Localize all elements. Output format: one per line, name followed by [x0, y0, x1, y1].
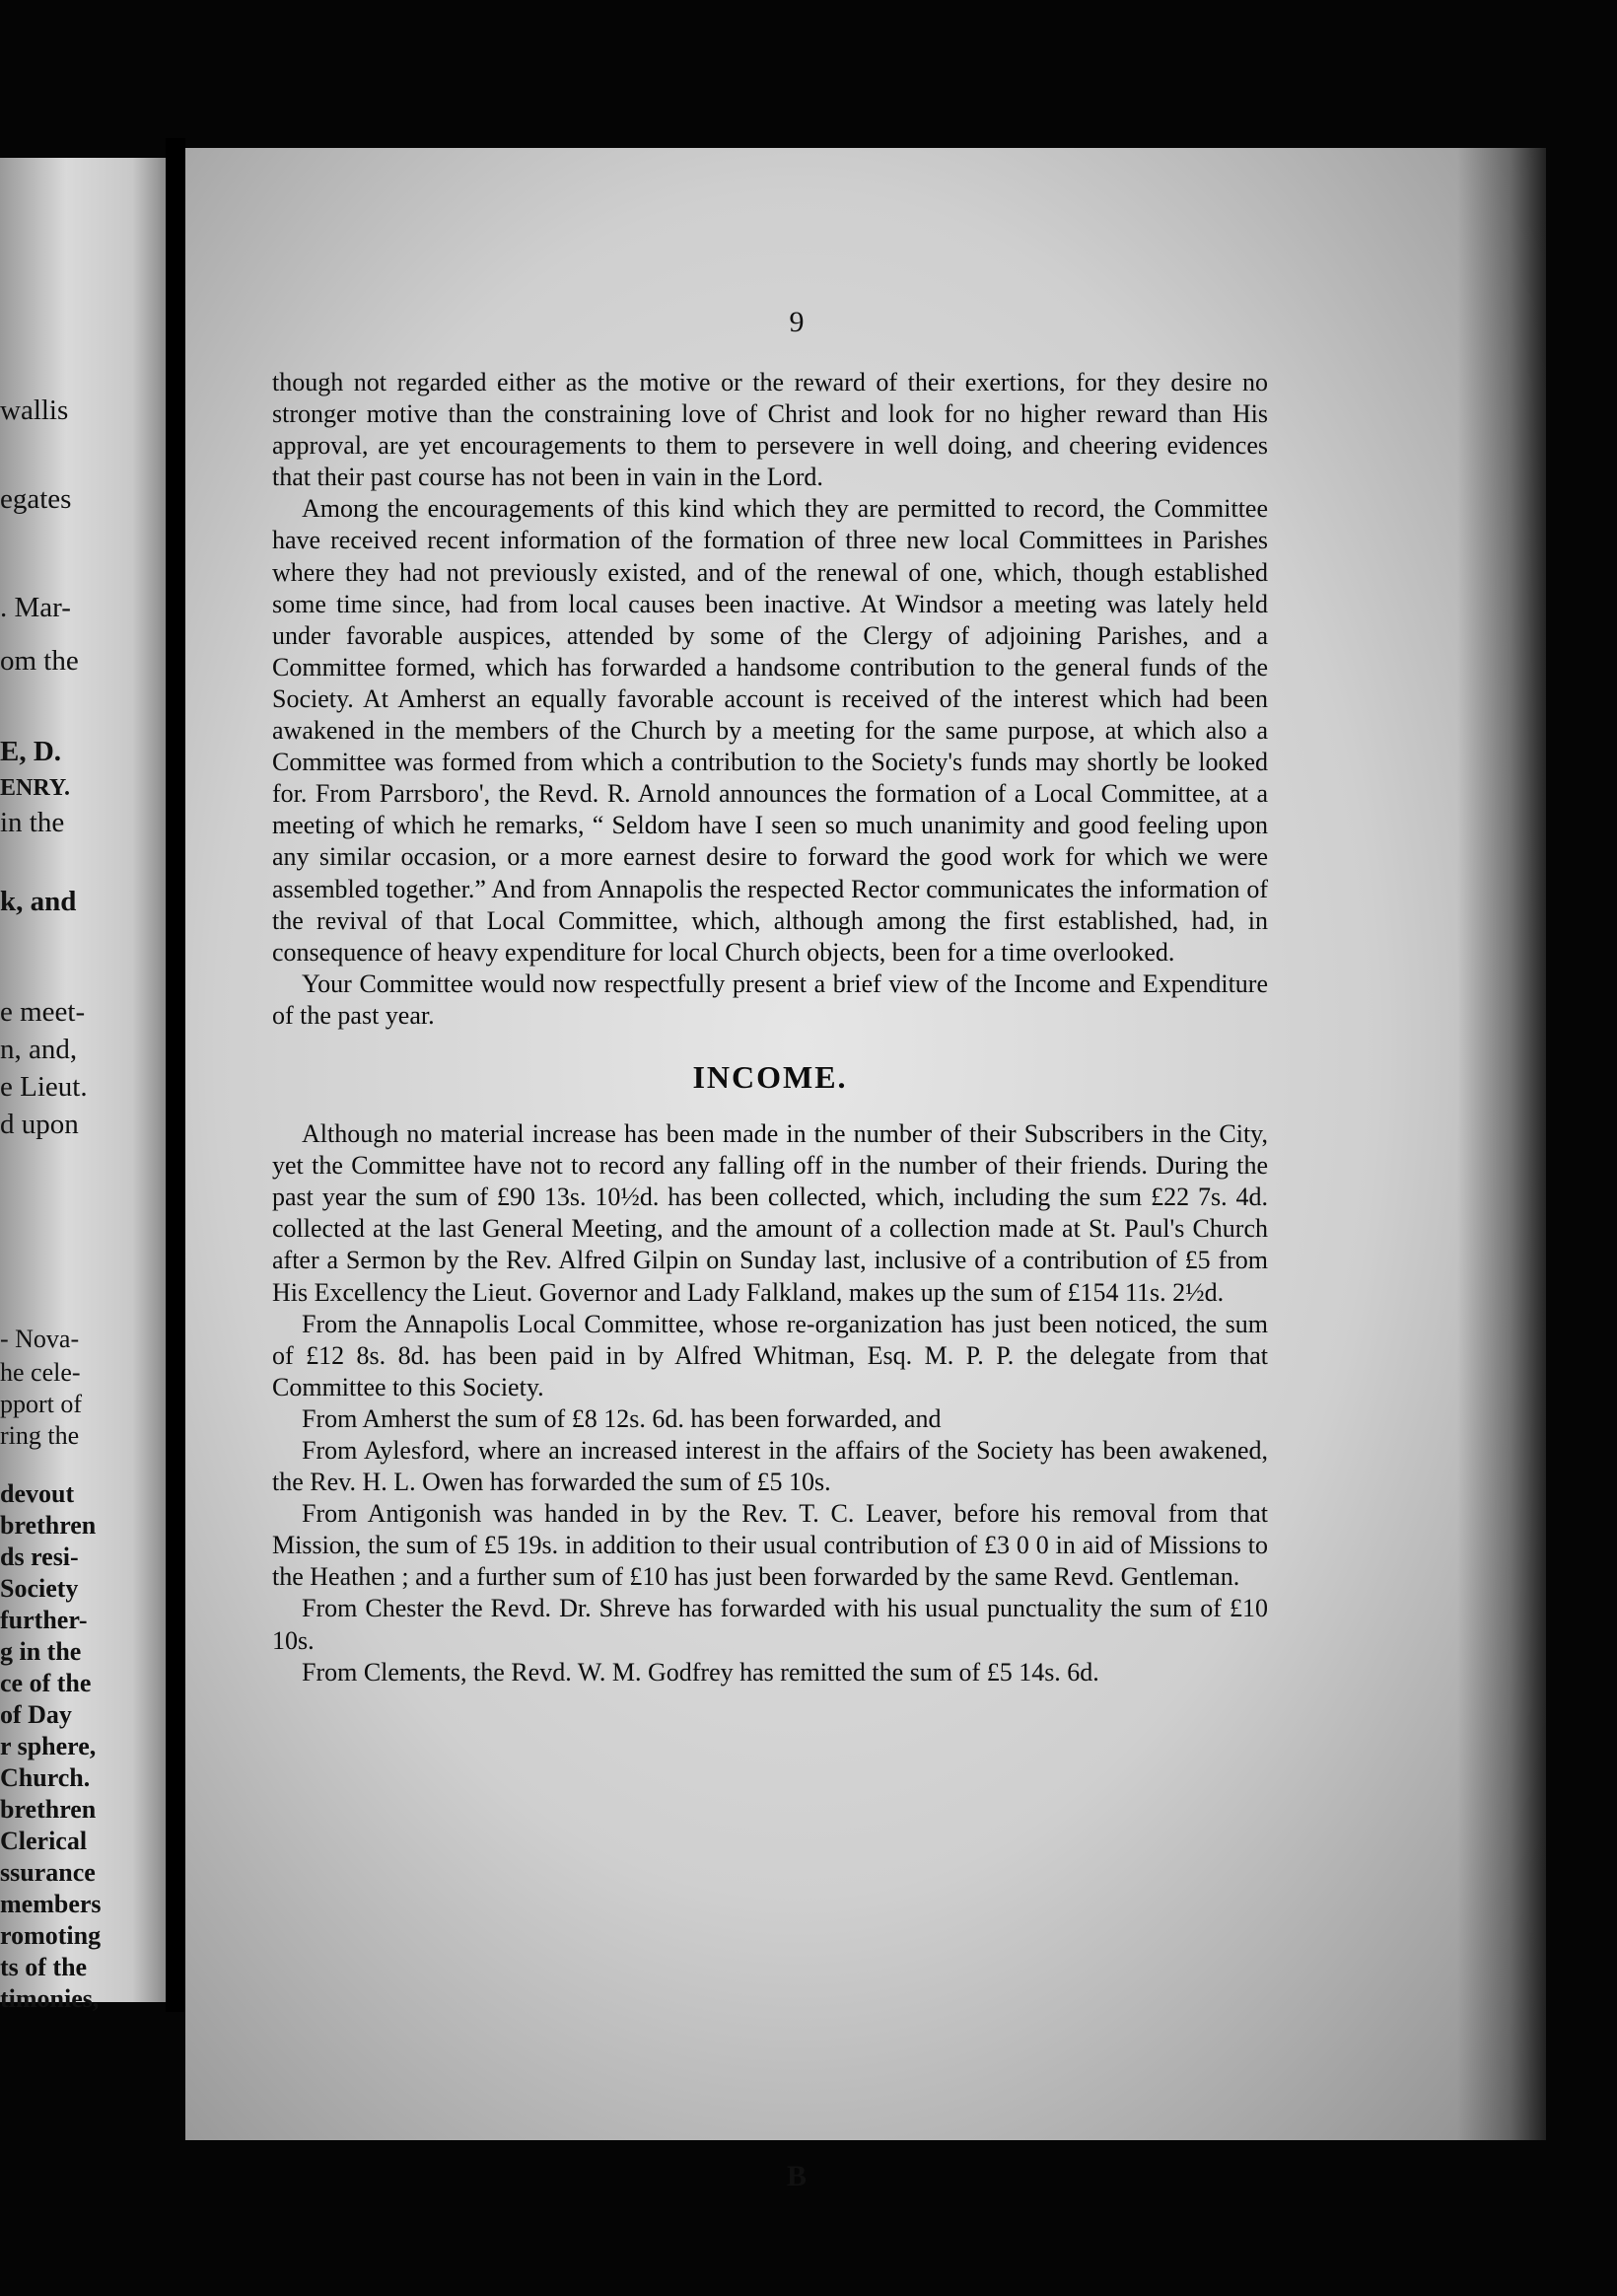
left-page-line: romoting: [0, 1921, 102, 1950]
left-page-line: egates: [0, 483, 72, 515]
left-page-line: of Day: [0, 1700, 72, 1729]
left-page-line: om the: [0, 645, 79, 677]
left-page-line: wallis: [0, 395, 69, 426]
left-page-line: - Nova-: [0, 1325, 80, 1353]
left-page-line: ds resi-: [0, 1543, 79, 1571]
left-page-line: ENRY.: [0, 775, 70, 801]
paragraph: From the Annapolis Local Committee, whose re-organization has just been noticed, the sum of £12 8s. 8d. has been paid in by Alfred Whitman, Esq. M. P. P. the delegate from that Committee to this Society.: [272, 1309, 1268, 1401]
left-page-line: e meet-: [0, 996, 86, 1028]
left-page-line: ts of the: [0, 1953, 88, 1981]
paragraph: From Aylesford, where an increased interest in the affairs of the Society has been awakened, the Rev. H. L. Owen has forwarded the sum of £5 10s.: [272, 1436, 1268, 1497]
paragraph: though not regarded either as the motive or the reward of their exertions, for they desire no stronger motive than the constraining love of Christ and look for no higher reward than His approval, are yet encouragements to them to persevere in well doing, and cheering evidences that their past course has not been in vain in the Lord.: [272, 368, 1268, 492]
left-page-line: pport of: [0, 1390, 83, 1418]
paragraph: From Amherst the sum of £8 12s. 6d. has been forwarded, and: [302, 1403, 942, 1433]
paragraph: Although no material increase has been made in the number of their Subscribers in the City, yet the Committee have not to record any falling off in the number of their friends. During the past year the sum of £90 13s. 10½d. has been collected, which, including the sum £22 7s. 4d. collected at the last General Meeting, and the amount of a collection made at St. Paul's Church after a Sermon by the Rev. Alfred Gilpin on Sunday last, inclusive of a contribution of £5 from His Excellency the Lieut. Governor and Lady Falkland, makes up the sum of £154 11s. 2½d.: [272, 1119, 1268, 1307]
page-edge-shadow: [1457, 148, 1546, 2140]
left-page-line: timonies,: [0, 1984, 100, 2013]
left-page-line: further-: [0, 1606, 88, 1634]
right-page: [185, 148, 1546, 2192]
left-page-line: ring the: [0, 1421, 80, 1450]
left-page-line: k, and: [0, 886, 77, 917]
body-text: [272, 367, 1268, 1688]
paragraph: Among the encouragements of this kind which they are permitted to record, the Committee have received recent information of the formation of three new local Committees in Parishes where they had not previously existed, and of the renewal of one, which, though established some time since, had from local causes been inactive. At Windsor a meeting was lately held under favorable auspices, attended by some of the Clergy of adjoining Parishes, and a Committee formed, which has forwarded a handsome contribution to the general funds of the Society. At Amherst an equally favorable account is received of the interest which had been awakened in the members of the Church by a meeting for the same purpose, at which also a Committee was formed from which a contribution to the Society's funds may shortly be looked for. From Parrsboro', the Revd. R. Arnold announces the formation of a Local Committee, at a meeting of which he remarks, “ Seldom have I seen so much unanimity and good feeling upon any similar occasion, or a more earnest desire to forward the good work for which we were assembled together.” And from Annapolis the respected Rector communicates the information of the revival of that Local Committee, which, although among the first established, had, in consequence of heavy expenditure for local Church objects, been for a time overlooked.: [272, 494, 1268, 967]
left-page-line: he cele-: [0, 1358, 81, 1387]
paragraph: Your Committee would now respectfully present a brief view of the Income and Expenditure of the past year.: [272, 969, 1268, 1030]
left-page-line: n, and,: [0, 1034, 78, 1065]
signature-mark: B: [786, 2160, 807, 2192]
left-page-line: Society: [0, 1574, 79, 1603]
paragraph: From Antigonish was handed in by the Rev. T. C. Leaver, before his removal from that Mission, the sum of £5 19s. in addition to their usual contribution of £3 0 0 in aid of Missions to the Heathen ; and a further sum of £10 has just been forwarded by the same Revd. Gentleman.: [272, 1499, 1268, 1592]
left-page-line: g in the: [0, 1637, 82, 1666]
paragraph: From Chester the Revd. Dr. Shreve has forwarded with his usual punctuality the sum of £10 10s.: [272, 1594, 1268, 1655]
left-page-line: . Mar-: [0, 592, 71, 623]
left-page-line: in the: [0, 807, 65, 838]
left-page-line: brethren: [0, 1795, 97, 1824]
left-page-line: Clerical: [0, 1827, 88, 1855]
section-heading: INCOME.: [692, 1058, 848, 1095]
left-page-line: brethren: [0, 1511, 97, 1540]
left-page-line: Church.: [0, 1763, 91, 1792]
left-page-line: r sphere,: [0, 1732, 97, 1760]
left-page-line: E, D.: [0, 736, 62, 767]
paragraph: From Clements, the Revd. W. M. Godfrey has remitted the sum of £5 14s. 6d.: [302, 1657, 1099, 1686]
left-page-line: d upon: [0, 1109, 79, 1140]
left-page-line: ce of the: [0, 1669, 92, 1697]
page-number: 9: [789, 306, 805, 338]
left-page-line: devout: [0, 1479, 75, 1508]
left-page-fragment: [0, 158, 166, 2013]
left-page-line: ssurance: [0, 1858, 96, 1887]
left-page-line: members: [0, 1890, 102, 1918]
left-page-line: e Lieut.: [0, 1071, 88, 1103]
book-gutter: [166, 138, 185, 2012]
